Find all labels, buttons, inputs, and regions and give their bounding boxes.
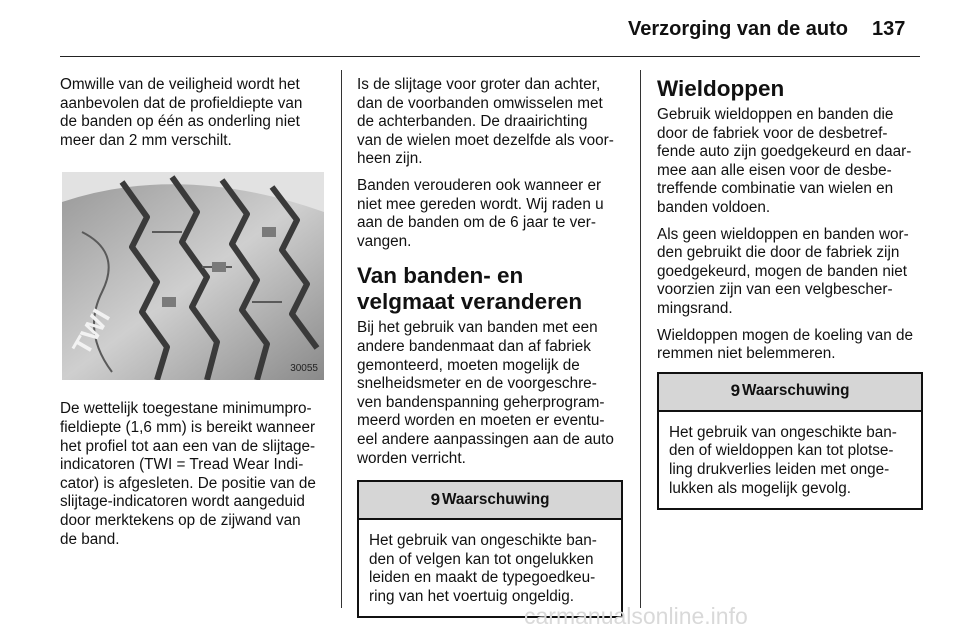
warning-title: Waarschuwing — [442, 490, 550, 508]
warning-box — [357, 480, 623, 618]
page-number: 137 — [872, 18, 906, 40]
warning-header — [359, 482, 621, 520]
warning-triangle-icon: 9 — [730, 381, 741, 401]
paragraph: De wettelijk toegestane minimumpro- fieldiepte (1,6 mm) is bereikt wanneer het profiel tot aan een van de slijtage- indicatoren (TWI = Tread Wear Indi- cator) is afgesleten. De positie van de slijtage-indicatoren wordt aangeduid door merktekens op de zijwand van de band. — [60, 400, 316, 548]
warning-title: Waarschuwing — [742, 382, 850, 400]
column-right — [657, 76, 925, 510]
section-heading: Van banden- en velgmaat veranderen — [357, 263, 583, 315]
page-header-title: Verzorging van de auto — [627, 18, 848, 40]
paragraph: Als geen wieldoppen en banden wor- den gebruikt die door de fabriek zijn goedgekeurd, mogen de banden niet voorzien zijn van een velgbescher- mingsrand. — [657, 225, 909, 317]
section-heading: Wieldoppen — [657, 76, 785, 101]
warning-text: Het gebruik van ongeschikte ban- den of wieldoppen kan tot plotse- ling drukverlies leiden met onge- lukken als mogelijk gevolg. — [669, 423, 897, 497]
paragraph: Is de slijtage voor groter dan achter, dan de voorbanden omwisselen met de achterbanden. De draairichting van de wielen moet dezelfde als voor- heen zijn. — [357, 76, 614, 168]
column-left — [60, 76, 328, 557]
figure-id: 30055 — [290, 362, 318, 374]
paragraph: Omwille van de veiligheid wordt het aanbevolen dat de profieldiepte van de banden op één as onderling niet meer dan 2 mm verschilt. — [60, 76, 303, 149]
tire-tread-illustration — [62, 172, 324, 380]
twi-label: TWI — [66, 304, 117, 361]
warning-header — [659, 374, 921, 412]
paragraph: Bij het gebruik van banden met een andere bandenmaat dan af fabriek gemonteerd, moeten mogelijk de snelheidsmeter en de voorgeschre- ven bandenspanning geherprogram- meerd worden en moeten er eventu- eel andere aanpassingen aan de auto worden verricht. — [357, 319, 614, 467]
warning-box — [657, 372, 923, 510]
column-divider — [341, 70, 342, 608]
warning-triangle-icon: 9 — [430, 489, 441, 509]
column-middle — [357, 76, 625, 618]
header-divider — [60, 56, 920, 57]
column-divider — [640, 70, 641, 608]
tire-tread-figure — [62, 172, 324, 380]
paragraph: Banden verouderen ook wanneer er niet mee gereden wordt. Wij raden u aan de banden om de 6 jaar te ver- vangen. — [357, 176, 604, 250]
watermark: carmanualsonline.info — [524, 603, 748, 629]
paragraph: Gebruik wieldoppen en banden die door de fabriek voor de desbetref- fende auto zijn goedgekeurd en daar- mee aan alle eisen voor de desbe- treffende combinatie van wielen en banden voldoen. — [657, 106, 912, 216]
paragraph: Wieldoppen mogen de koeling van de remmen niet belemmeren. — [657, 326, 913, 363]
warning-text: Het gebruik van ongeschikte ban- den of velgen kan tot ongelukken leiden en maakt de typegoedkeu- ring van het voertuig ongeldig. — [369, 532, 597, 605]
